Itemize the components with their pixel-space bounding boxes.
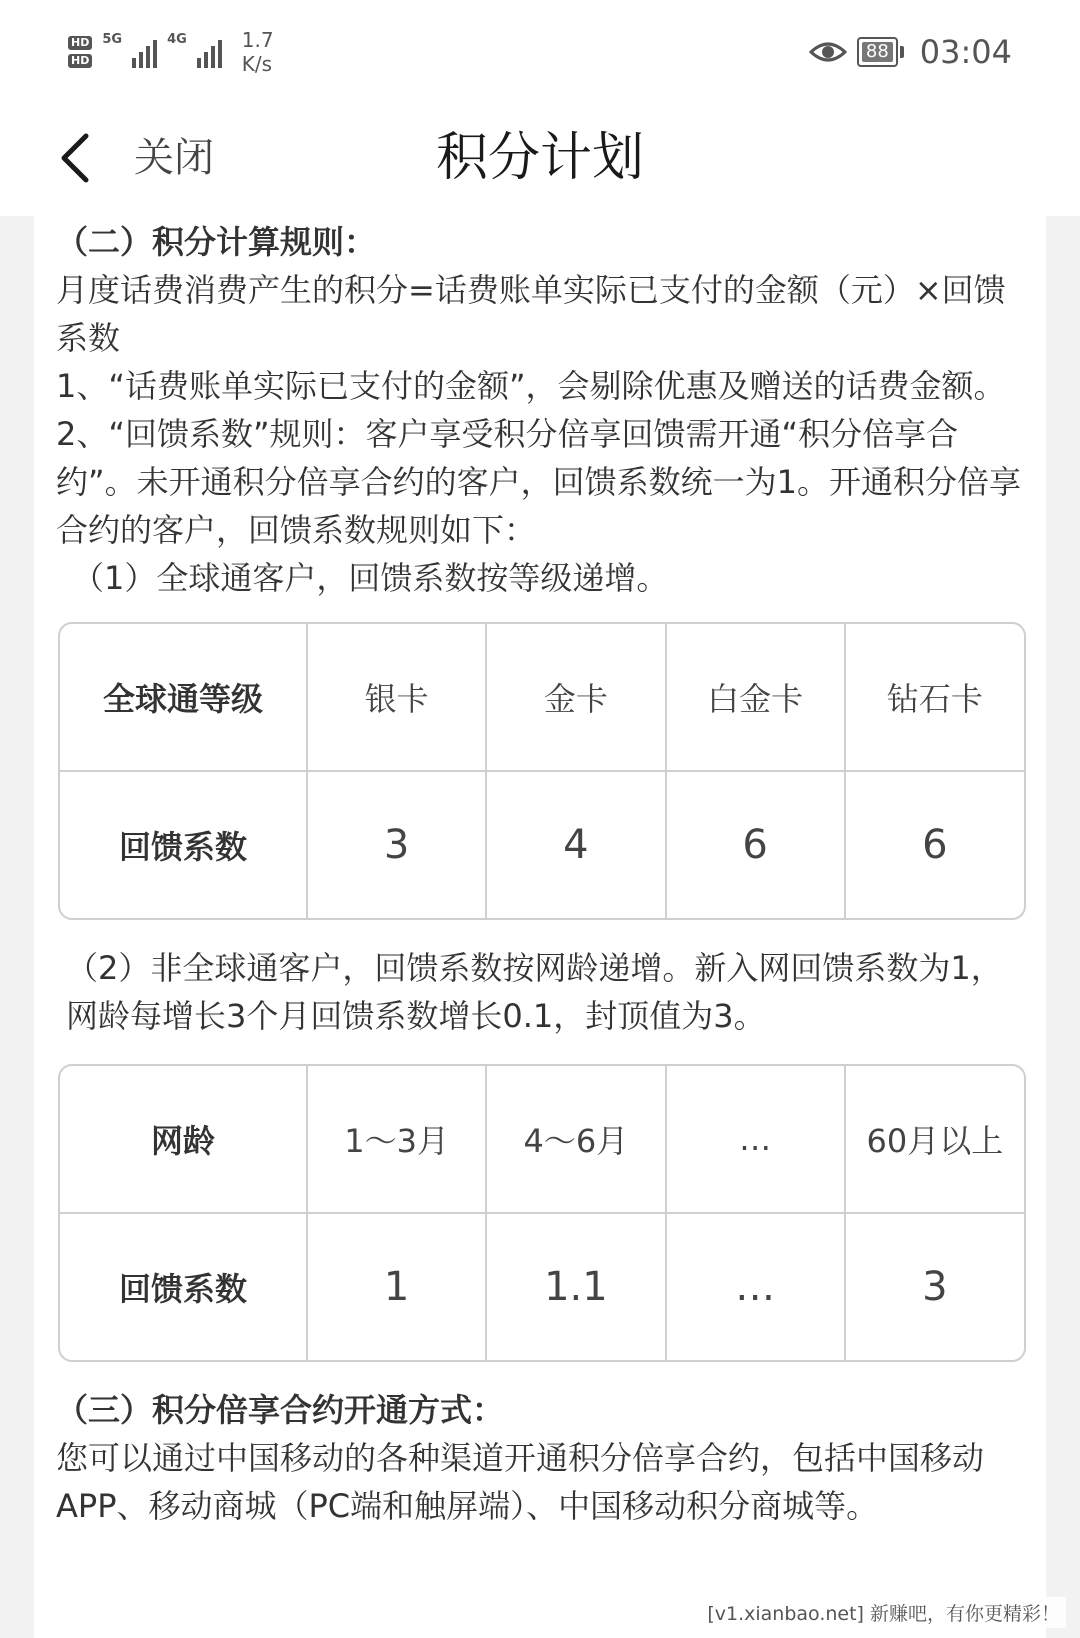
table-row: [60, 1066, 1024, 1213]
page-title: 积分计划: [435, 128, 644, 188]
status-bar-right: [809, 30, 1012, 74]
activation-text: 您可以通过中国移动的各种渠道开通积分倍享合约，包括中国移动APP、移动商城（PC端和触屏端）、中国移动积分商城等。: [56, 1439, 985, 1525]
network-speed-unit: K/s: [241, 52, 273, 76]
table-cell: 3: [307, 771, 486, 918]
section-heading-activation: （三）积分倍享合约开通方式：: [56, 1391, 505, 1429]
hd-badge-2: HD: [68, 54, 92, 68]
section-heading-calc-rules: （二）积分计算规则：: [56, 223, 377, 261]
close-button[interactable]: 关闭: [134, 135, 214, 181]
table-header-cell: …: [666, 1066, 845, 1213]
content-area[interactable]: [0, 216, 1080, 1638]
table-cell: 4: [486, 771, 665, 918]
status-time: 03:04: [919, 33, 1012, 71]
chevron-left-icon: [56, 130, 96, 186]
network-type-2: 4G: [167, 32, 187, 47]
network-speed-value: 1.7: [241, 28, 274, 52]
article-body: [56, 216, 1026, 1530]
eye-comfort-icon: [809, 40, 847, 64]
table-row: [60, 1213, 1024, 1360]
table-cell: 3: [922, 1264, 948, 1310]
rule-1-text: 1、“话费账单实际已支付的金额”，会剔除优惠及赠送的话费金额。: [56, 367, 1006, 405]
table-header-cell: 白金卡: [666, 624, 845, 771]
table-row: [60, 771, 1024, 918]
status-bar: [0, 0, 1080, 100]
table-cell: …: [666, 1213, 845, 1360]
network-type-1: 5G: [102, 32, 123, 47]
battery-level: 88: [862, 42, 893, 62]
content-card: [34, 216, 1046, 1638]
hd-indicators: [68, 36, 92, 68]
hd-badge-1: HD: [68, 36, 92, 50]
global-tier-table: [58, 622, 1026, 920]
network-age-table: [58, 1064, 1026, 1362]
nav-bar: [0, 100, 1080, 216]
table-header-cell: 4～6月: [486, 1066, 665, 1213]
table-cell: 6: [666, 771, 845, 918]
formula-text: 月度话费消费产生的积分=话费账单实际已支付的金额（元）×回馈系数: [56, 271, 1006, 357]
signal-strength-icon-2: [197, 36, 222, 68]
sub-rule-2-text: （2）非全球通客户，回馈系数按网龄递增。新入网回馈系数为1，网龄每增长3个月回馈系数增长0.1，封顶值为3。: [66, 949, 1003, 1035]
table-header-cell: 60月以上: [845, 1066, 1024, 1213]
table-row: [60, 624, 1024, 771]
back-button[interactable]: [40, 122, 112, 194]
battery-icon: [857, 37, 904, 67]
table-row-label: 回馈系数: [60, 1213, 307, 1360]
signal-strength-icon-1: [132, 36, 157, 68]
table-header-cell: 全球通等级: [60, 624, 307, 771]
table-row-label: 回馈系数: [60, 771, 307, 918]
table-header-cell: 网龄: [60, 1066, 307, 1213]
table-header-cell: 银卡: [307, 624, 486, 771]
table-cell: 1: [307, 1213, 486, 1360]
sub-rule-1-text: （1）全球通客户，回馈系数按等级递增。: [72, 559, 669, 597]
table-header-cell: 1～3月: [307, 1066, 486, 1213]
status-bar-left: [68, 26, 274, 78]
table-header-cell: 金卡: [486, 624, 665, 771]
table-cell: 1.1: [486, 1213, 665, 1360]
rule-2-text: 2、“回馈系数”规则：客户享受积分倍享回馈需开通“积分倍享合约”。未开通积分倍享合约的客户，回馈系数统一为1。开通积分倍享合约的客户，回馈系数规则如下：: [56, 415, 1021, 549]
network-speed: [242, 28, 274, 76]
watermark-text: [v1.xianbao.net] 新赚吧，有你更精彩！: [701, 1597, 1066, 1628]
table-cell: 6: [922, 822, 948, 868]
table-header-cell: 钻石卡: [845, 624, 1024, 771]
